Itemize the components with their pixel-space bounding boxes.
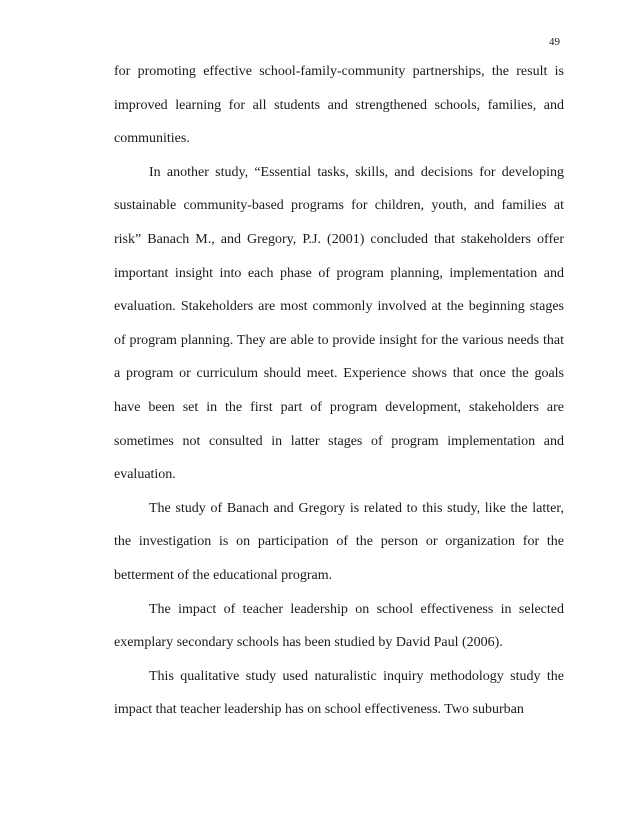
paragraph-partnerships-result: for promoting effective school-family-community partnerships, the result is improved learning for all students and strengthened schools, families, and communities. bbox=[114, 64, 564, 147]
paragraph-banach-gregory-study: In another study, “Essential tasks, skills, and decisions for developing sustainable community-based programs for children, youth, and families at risk” Banach M., and Gregory, P.J. (2001) concluded that stakeholders offer important insight into each phase of program planning, implementation and evaluation. Stakeholders are most commonly involved at the beginning stages of program planning. They are able to provide insight for the various needs that a program or curriculum should meet. Experience shows that once the goals have been set in the first part of program development, stakeholders are sometimes not consulted in latter stages of program implementation and evaluation. bbox=[114, 164, 564, 483]
paragraph-study-relation: The study of Banach and Gregory is related to this study, like the latter, the investigation is on participation of the person or organization for the betterment of the educational program. bbox=[114, 500, 564, 583]
paragraph-qualitative-study: This qualitative study used naturalistic inquiry methodology study the impact that teacher leadership has on school effectiveness. Two suburban bbox=[114, 668, 564, 718]
page-number: 49 bbox=[549, 36, 560, 48]
body-text bbox=[114, 55, 564, 727]
paragraph-teacher-leadership: The impact of teacher leadership on school effectiveness in selected exemplary secondary schools has been studied by David Paul (2006). bbox=[114, 601, 564, 651]
